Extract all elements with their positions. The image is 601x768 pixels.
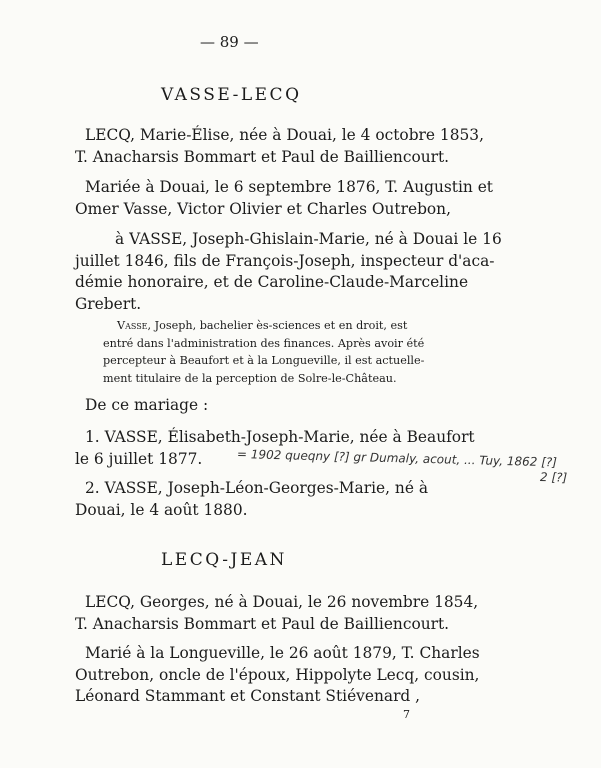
biographical-note: Vasse, Joseph, bachelier ès-sciences et en droit, est entré dans l'administration des finances. Après avoir été percepteur à Beaufort et à la Longueville, il est actuelle- ment titulaire de la perception de Solre-le-Château. — [103, 319, 425, 385]
paragraph-husband: à VASSE, Joseph-Ghislain-Marie, né à Douai le 16 juillet 1846, fils de François-Joseph, inspecteur d'aca- démie honoraire, et de Caroline-Claude-Marceline Grebert. — [75, 230, 502, 313]
child-entry-2: 2. VASSE, Joseph-Léon-Georges-Marie, né à Douai, le 4 août 1880. — [75, 479, 428, 519]
handwritten-annotation: = 1902 queqny [?] gr Dumaly, acout, ... Tuy, 1862 [?] — [236, 447, 558, 470]
note-name: Vasse — [117, 319, 148, 332]
section-heading-vasse-lecq: VASSE-LECQ — [161, 85, 302, 105]
children-intro: De ce mariage : — [85, 396, 209, 414]
paragraph-birth-georges: LECQ, Georges, né à Douai, le 26 novembre 1854, T. Anacharsis Bommart et Paul de Bailliencourt. — [75, 593, 479, 633]
page-number: — 89 — — [200, 33, 259, 51]
section-heading-lecq-jean: LECQ-JEAN — [161, 550, 287, 570]
paragraph-marriage: Mariée à Douai, le 6 septembre 1876, T. Augustin et Omer Vasse, Victor Olivier et Charles Outrebon, — [75, 178, 493, 218]
handwritten-annotation-2: 2 [?] — [539, 470, 568, 485]
paragraph-marriage-georges: Marié à la Longueville, le 26 août 1879, T. Charles Outrebon, oncle de l'époux, Hippolyte Lecq, cousin, Léonard Stammant et Constant Stiévenard , — [75, 644, 480, 705]
paragraph-birth-marie-elise: LECQ, Marie-Élise, née à Douai, le 4 octobre 1853, T. Anacharsis Bommart et Paul de Bailliencourt. — [75, 126, 484, 166]
child-entry-1: 1. VASSE, Élisabeth-Joseph-Marie, née à Beaufort le 6 juillet 1877. — [75, 428, 475, 468]
signature-mark: 7 — [403, 708, 410, 721]
